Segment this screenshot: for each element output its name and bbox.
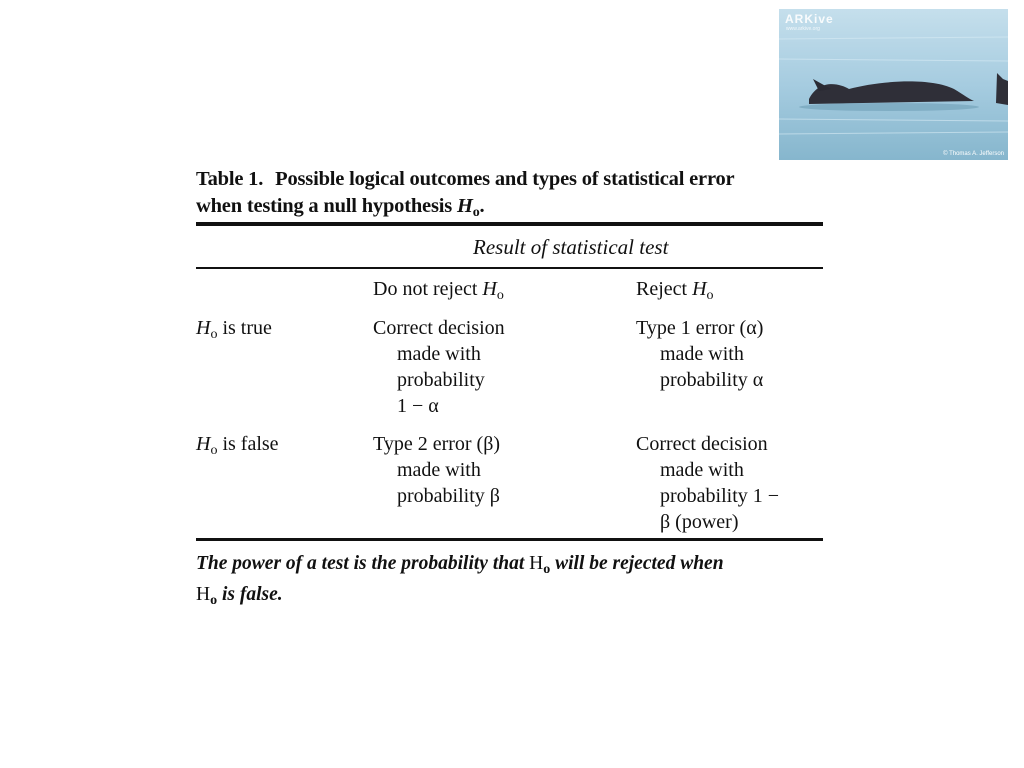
column-header-do-not-reject [373, 276, 504, 309]
row-header-sub: o [210, 443, 218, 458]
table-footnote [196, 551, 836, 613]
cell-line: made with [660, 343, 744, 365]
footnote-text: will be rejected when [550, 553, 724, 574]
top-rule [196, 222, 823, 226]
footnote-sub: o [210, 593, 218, 608]
cell-line: Correct decision [373, 317, 505, 339]
footnote-symbol: H [196, 584, 211, 605]
col-header-symbol: H [482, 278, 497, 300]
col-header-text: Reject [636, 278, 693, 300]
cell-line: made with [660, 459, 744, 481]
cell-line: probability α [660, 369, 764, 391]
group-header: Result of statistical test [473, 235, 669, 259]
cell-line: 1 − α [397, 395, 439, 417]
footnote-text: The power of a test is the probability that [196, 553, 530, 574]
col-header-symbol: H [692, 278, 707, 300]
caption-end: . [479, 195, 485, 217]
row-header-h0-true [196, 315, 272, 348]
arkive-logo: ARKive [785, 12, 834, 26]
cell-line: probability 1 − [660, 485, 780, 507]
cell-false-not-rejected [373, 431, 500, 509]
caption-text-1: Possible logical outcomes and types of statistical error [275, 168, 735, 190]
header-rule [196, 267, 823, 269]
column-header-reject [636, 276, 714, 309]
footnote-symbol: H [529, 553, 544, 574]
cell-line: Correct decision [636, 433, 768, 455]
cell-false-rejected [636, 431, 779, 535]
row-header-text: is true [217, 317, 272, 339]
cell-line: made with [397, 459, 481, 481]
bottom-rule [196, 538, 823, 541]
caption-text-2: when testing a null hypothesis [196, 195, 453, 217]
table-number: Table 1. [196, 168, 264, 190]
col-header-sub: o [496, 288, 504, 303]
row-header-symbol: H [196, 433, 211, 455]
cell-line: Type 1 error (α) [636, 317, 764, 339]
caption-line-1 [196, 166, 826, 193]
row-header-sub: o [210, 327, 218, 342]
cell-line: made with [397, 343, 481, 365]
cell-line: β (power) [660, 511, 739, 533]
row-header-symbol: H [196, 317, 211, 339]
cell-line: probability β [397, 485, 500, 507]
row-header-text: is false [217, 433, 279, 455]
cell-line: Type 2 error (β) [373, 433, 501, 455]
footnote-sub: o [543, 562, 551, 577]
cell-true-rejected [636, 315, 763, 393]
cell-line: probability [397, 369, 485, 391]
caption-subscript: o [472, 205, 480, 220]
row-header-h0-false [196, 431, 279, 464]
cell-true-not-rejected [373, 315, 505, 419]
col-header-sub: o [706, 288, 714, 303]
table-caption [196, 166, 826, 226]
vaquita-photo [779, 9, 1008, 160]
arkive-url: www.arkive.org [786, 26, 820, 32]
col-header-text: Do not reject [373, 278, 483, 300]
footnote-text: is false. [217, 584, 283, 605]
caption-symbol: H [456, 195, 473, 217]
photo-credit: © Thomas A. Jefferson [943, 151, 1004, 157]
